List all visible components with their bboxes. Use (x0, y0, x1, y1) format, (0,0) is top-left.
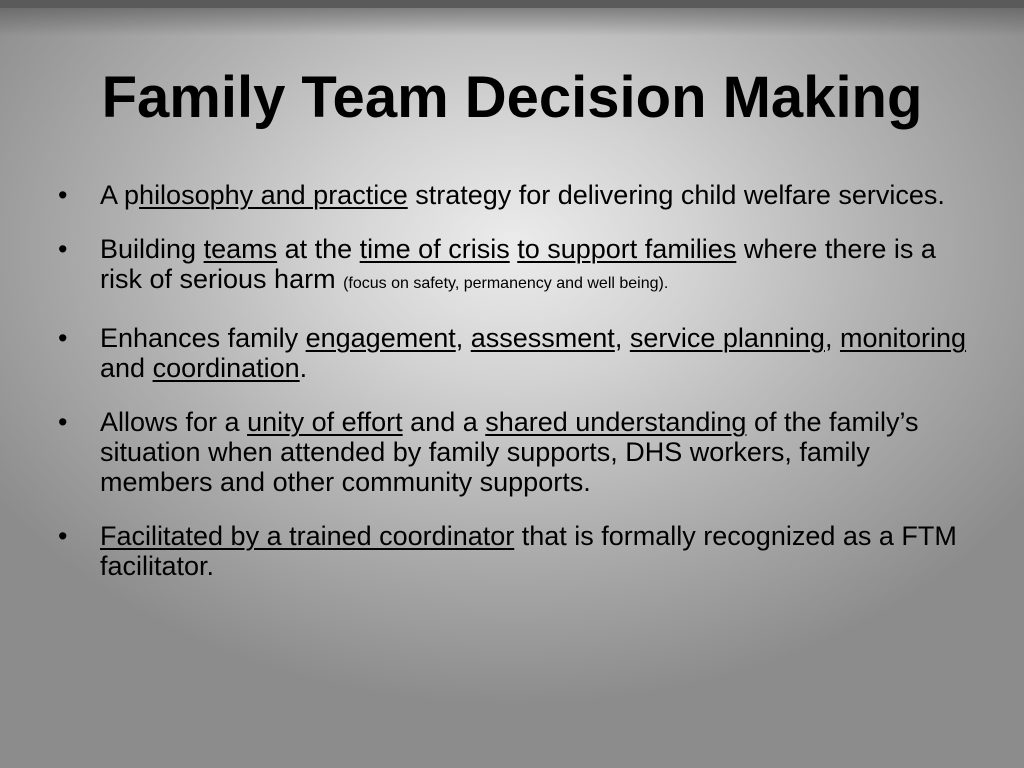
top-shadow (0, 8, 1024, 36)
bullet-text: Building (100, 234, 204, 264)
slide-title: Family Team Decision Making (101, 65, 923, 130)
emphasized-term: teams (203, 234, 278, 264)
bullet-item (58, 323, 978, 383)
emphasized-term: monitoring (839, 323, 967, 353)
bullet-item (58, 521, 978, 581)
bullet-note: (focus on safety, permanency and well being). (343, 275, 669, 292)
bullet-text: and a (402, 407, 486, 437)
bullet-text: at the (277, 234, 360, 264)
bullet-text: , (824, 323, 840, 353)
emphasized-term: Facilitated by a trained coordinator (100, 521, 515, 551)
emphasized-term: coordination (152, 353, 300, 383)
bullet-text: , (614, 323, 630, 353)
bullet-text: . (299, 353, 308, 383)
bullet-item (58, 180, 978, 210)
emphasized-term: shared understanding (485, 407, 747, 437)
emphasized-term: engagement (305, 323, 456, 353)
top-border (0, 0, 1024, 8)
bullet-text: strategy for delivering child welfare services. (407, 180, 945, 210)
emphasized-term: assessment (470, 323, 615, 353)
bullet-text: A p (100, 180, 140, 210)
bullet-item (58, 234, 978, 299)
bullet-text: , (455, 323, 471, 353)
bullet-text: and (100, 353, 153, 383)
bullet-marker: • (58, 180, 68, 210)
emphasized-term: unity of effort (247, 407, 403, 437)
bullet-text: that is formally recognized as a FTM facilitator. (100, 521, 957, 581)
bullet-item (58, 407, 978, 497)
emphasized-term: hilosophy and practice (139, 180, 408, 210)
emphasized-term: to support families (517, 234, 737, 264)
bullet-text: of the family’s situation when attended by family supports, DHS workers, family members and other community supports. (100, 407, 919, 497)
bullet-list (58, 180, 978, 605)
bullet-marker: • (58, 521, 68, 551)
bullet-text: Allows for a (100, 407, 248, 437)
bullet-marker: • (58, 234, 68, 264)
bullet-text: Enhances family (100, 323, 306, 353)
bullet-text: where there is a risk of serious harm (100, 234, 936, 294)
bullet-marker: • (58, 407, 68, 437)
bullet-marker: • (58, 323, 68, 353)
emphasized-term: service planning (629, 323, 825, 353)
emphasized-term: time of crisis (359, 234, 510, 264)
